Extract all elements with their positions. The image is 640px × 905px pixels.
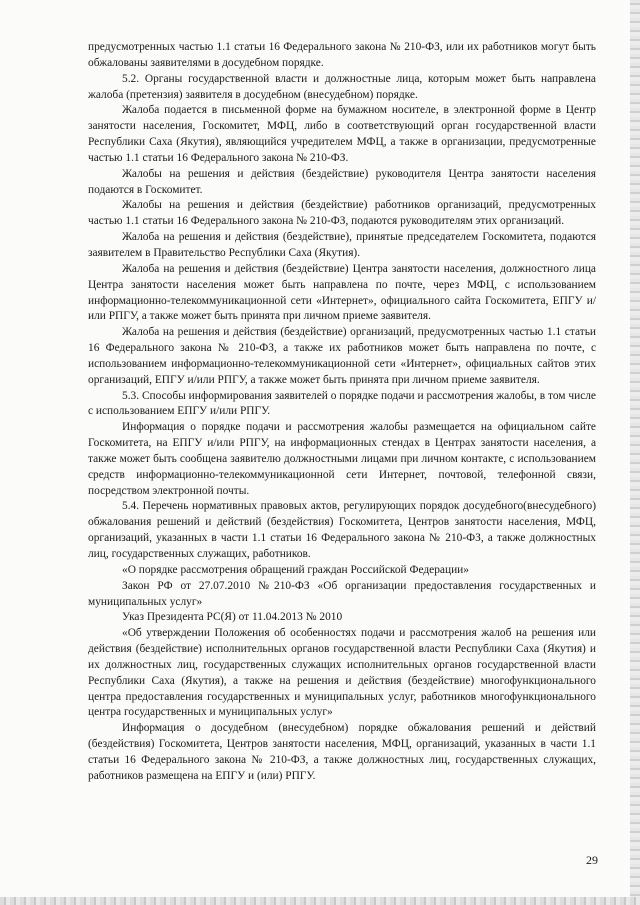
paragraph: 5.4. Перечень нормативных правовых актов, регулирующих порядок досудебного(внесудебного) обжалования решений и действий (бездействия) Госкомитета, Центров занятости населения, МФЦ, организаций, указанных в части 1.1 статьи 16 Федерального закона № 210-ФЗ, а также должностных лиц, государственных служащих, работников.	[88, 500, 596, 560]
scan-edge-right	[630, 0, 640, 905]
paragraph: 5.3. Способы информирования заявителей о порядке подачи и рассмотрения жалобы, в том числе с использованием ЕПГУ и/или РПГУ.	[88, 389, 596, 418]
paragraph: Информация о досудебном (внесудебном) порядке обжалования решений и действий (бездействия) Госкомитета, Центров занятости населения, МФЦ, организаций, указанных в части 1.1 статьи 16 Федерального закона № 210-ФЗ, а также должностных лиц, государственных служащих, работников размещена на ЕПГУ и (или) РПГУ.	[88, 722, 596, 782]
paragraph: Жалоба подается в письменной форме на бумажном носителе, в электронной форме в Центр занятости населения, Госкомитет, МФЦ, либо в соответствующий орган государственной власти Республики Саха (Якутия), являющийся учредителем МФЦ, а также в организации, предусмотренные частью 1.1 статьи 16 Федерального закона № 210-ФЗ.	[88, 104, 596, 164]
scan-edge-bottom	[0, 897, 640, 905]
paragraph: Указ Президента РС(Я) от 11.04.2013 № 2010	[122, 611, 343, 624]
paragraph: Жалобы на решения и действия (бездействие) работников организаций, предусмотренных частью 1.1 статьи 16 Федерального закона № 210-ФЗ, подаются руководителям этих организаций.	[88, 199, 596, 228]
paragraph: Информация о порядке подачи и рассмотрения жалобы размещается на официальном сайте Госкомитета, на ЕПГУ и/или РПГУ, на информационных стендах в Центрах занятости населения, а также может быть сообщена заявителю должностными лицами при личном контакте, с использованием средств информационно-телекоммуникационной сети Интернет, почтовой, телефонной связи, посредством электронной почты.	[88, 421, 596, 497]
paragraph: Жалоба на решения и действия (бездействие), принятые председателем Госкомитета, подаются заявителем в Правительство Республики Саха (Якутия).	[88, 231, 596, 259]
paragraph: Жалобы на решения и действия (бездействие) руководителя Центра занятости населения подаются в Госкомитет.	[88, 167, 596, 196]
paragraph: Закон РФ от 27.07.2010 №210-ФЗ «Об организации предоставления государственных и муниципальных услуг»	[88, 579, 596, 608]
paragraph: предусмотренных частью 1.1 статьи 16 Федерального закона № 210-ФЗ, или их работников могут быть обжалованы заявителями в досудебном порядке.	[88, 41, 596, 69]
body-text	[88, 40, 596, 785]
paragraph: Жалоба на решения и действия (бездействие) Центра занятости населения, должностного лица Центра занятости населения может быть направлена по почте, через МФЦ, с использованием информационно-телекоммуникационной сети «Интернет», официального сайта Госкомитета, ЕПГУ и/или РПГУ, а также может быть принята при личном приеме заявителя.	[88, 262, 596, 323]
paragraph: «Об утверждении Положения об особенностях подачи и рассмотрения жалоб на решения или действия (бездействие) исполнительных органов государственной власти Республики Саха (Якутия) и их должностных лиц, государственных служащих исполнительных органов государственной власти Республики Саха (Якутия), а также на решения и действия (бездействие) многофункционального центра предоставления государственных и муниципальных услуг, работников многофункционального центра государственных и муниципальных услуг»	[88, 627, 596, 719]
paragraph: 5.2. Органы государственной власти и должностные лица, которым может быть направлена жалоба (претензия) заявителя в досудебном (внесудебном) порядке.	[88, 72, 596, 101]
page-number: 29	[586, 853, 598, 867]
paragraph: «О порядке рассмотрения обращений граждан Российской Федерации»	[122, 563, 469, 576]
paragraph: Жалоба на решения и действия (бездействие) организаций, предусмотренных частью 1.1 статьи 16 Федерального закона № 210-ФЗ, а также их работников может быть направлена по почте, с использованием информационно-телекоммуникационной сети «Интернет», официальных сайтов этих организаций, ЕПГУ и/или РПГУ, а также может быть принята при личном приеме заявителя.	[88, 326, 596, 386]
